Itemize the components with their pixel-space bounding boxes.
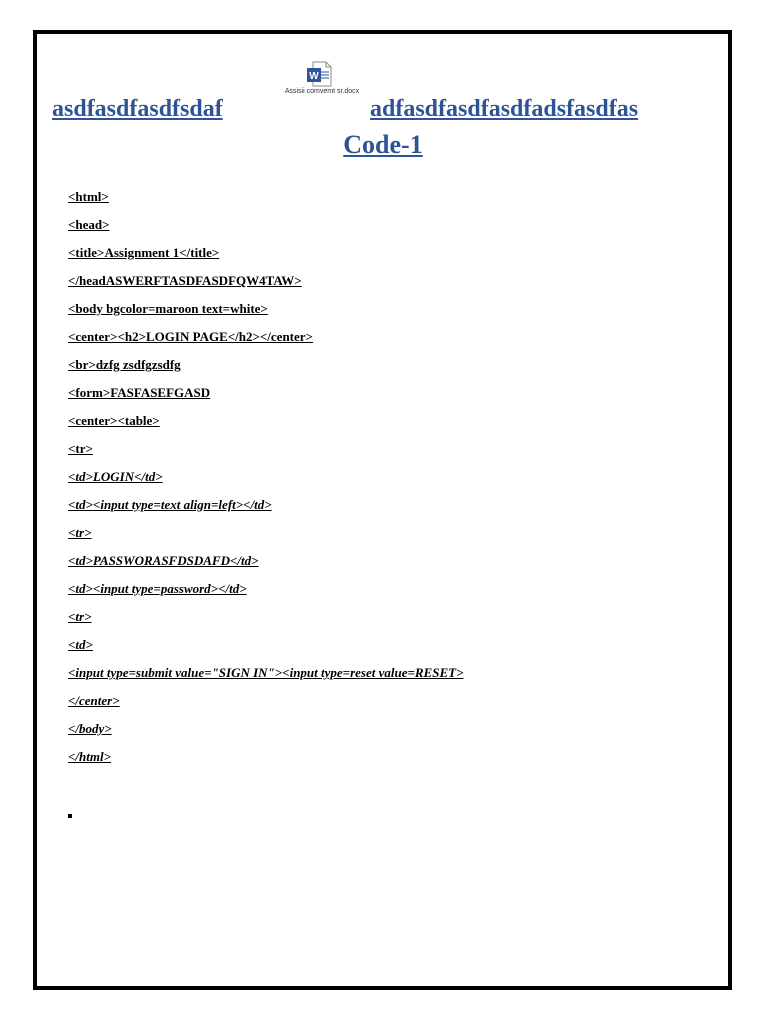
code-listing (68, 186, 463, 774)
heading-line (52, 92, 722, 126)
code-line: <td>LOGIN</td> (68, 469, 163, 484)
code-line: <form>FASFASEFGASD (68, 385, 211, 400)
code-line: <input type=submit value="SIGN IN"><input type=reset value=RESET> (68, 665, 464, 680)
word-document-icon[interactable] (306, 61, 334, 87)
code-line: <body bgcolor=maroon text=white> (68, 301, 268, 316)
code-line: <center><h2>LOGIN PAGE</h2></center> (68, 329, 313, 344)
code-line: <tr> (68, 609, 92, 624)
code-line: <td> (68, 637, 93, 652)
svg-text:W: W (309, 71, 319, 82)
heading-right-text: adfasdfasdfasdfadsfasdfas (370, 96, 639, 122)
page-title (0, 127, 768, 163)
code-line: <td><input type=password></td> (68, 581, 247, 596)
code-line: </headASWERFTASDFASDFQW4TAW> (68, 273, 302, 288)
embedded-file-caption: Assisii comvemt sr.docx (284, 88, 360, 95)
code-line: </center> (68, 693, 120, 708)
code-line: <center><table> (68, 413, 160, 428)
code-line: <head> (68, 217, 110, 232)
code-line: <title>Assignment 1</title> (68, 245, 220, 260)
code-line: </body> (68, 721, 112, 736)
code-line: <tr> (68, 441, 93, 456)
code-line: </html> (68, 749, 111, 764)
code-line: <td>PASSWORASFDSDAFD</td> (68, 553, 259, 568)
bullet-point (68, 814, 72, 818)
code-line: <td><input type=text align=left></td> (68, 497, 272, 512)
heading-left-text: asdfasdfasdfsdaf (52, 96, 223, 122)
code-line: <br>dzfg zsdfgzsdfg (68, 357, 181, 372)
code-line: <html> (68, 189, 109, 204)
code-line: <tr> (68, 525, 92, 540)
code-title-text: Code-1 (343, 130, 423, 159)
